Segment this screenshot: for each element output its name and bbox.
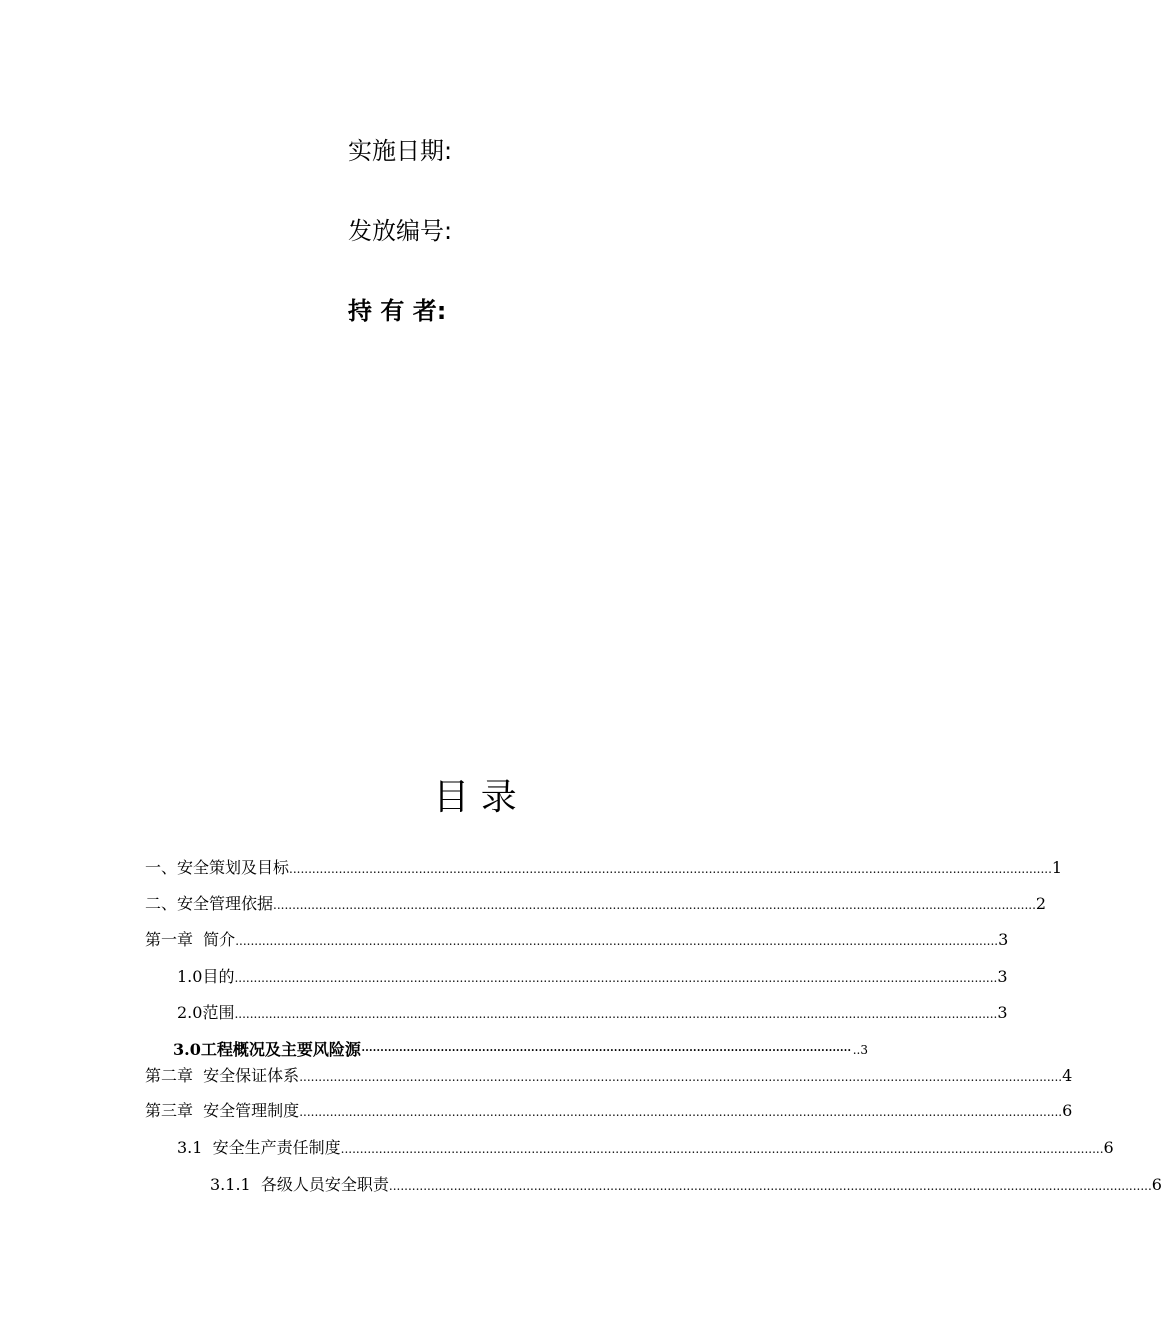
toc-entry[interactable] <box>145 1066 1073 1086</box>
toc-page-number: 3 <box>998 930 1009 949</box>
toc-title: 目 录 <box>433 777 517 818</box>
toc-leader-dots: ........................................................................................................................................................................................................ <box>234 1007 998 1021</box>
toc-page-number: 4 <box>1062 1066 1073 1085</box>
toc-entry-text: 一、安全策划及目标 <box>145 858 290 877</box>
toc-page-number-value: 3 <box>860 1043 868 1057</box>
toc-leader-dots: ........................................................................................................................................................................................................ <box>235 934 999 948</box>
toc-page-number: ..3 <box>852 1043 868 1057</box>
implementation-date-label: 实施日期: <box>348 137 453 165</box>
toc-leader-dots: ........................................................................................................................................................................................................ <box>299 1105 1063 1119</box>
toc-leader-dots: ........................................................................................................................................................................................................ <box>273 898 1036 912</box>
toc-page-number: 3 <box>997 1003 1008 1022</box>
toc-entry[interactable] <box>210 1175 1162 1195</box>
holder-label: 持 有 者: <box>348 297 447 325</box>
toc-leader-dots: ........................................................................................................................................................................................................ <box>234 971 998 985</box>
toc-entry-text: 2.0范围 <box>177 1003 235 1022</box>
toc-entry-text: 第一章 简介 <box>145 930 236 949</box>
toc-entry[interactable] <box>145 858 1063 878</box>
issue-number-label: 发放编号: <box>348 217 453 245</box>
toc-leader-dots: ........................................................................................................................................................................................................ <box>299 1070 1063 1084</box>
toc-entry[interactable] <box>145 1101 1073 1121</box>
toc-page-number: 3 <box>997 967 1008 986</box>
toc-entry[interactable] <box>177 1003 1008 1023</box>
toc-entry-text: 二、安全管理依据 <box>145 894 274 913</box>
toc-entry-text: 3.0工程概况及主要风险源 <box>173 1040 361 1059</box>
toc-entry[interactable] <box>173 1040 868 1060</box>
toc-entry-text: 第三章 安全管理制度 <box>145 1101 300 1120</box>
toc-entry[interactable] <box>145 930 1009 950</box>
toc-page-number: 6 <box>1103 1138 1114 1157</box>
toc-page-number: 6 <box>1151 1175 1162 1194</box>
toc-page-number: 2 <box>1035 894 1047 913</box>
toc-leader-dots: ........................................................................................................................................................................................................ <box>340 1142 1104 1156</box>
toc-entry[interactable] <box>177 967 1008 987</box>
toc-entry-text: 1.0目的 <box>177 967 235 986</box>
toc-entry-text: 3.1.1 各级人员安全职责 <box>210 1175 389 1194</box>
toc-leader-dots: ........................................................................................................................................................................................................ <box>289 862 1052 876</box>
toc-page-number: 1 <box>1051 858 1063 877</box>
toc-leader-dots: ·································································································································· <box>360 1041 851 1059</box>
toc-entry[interactable] <box>145 894 1047 914</box>
toc-leader-dots: ........................................................................................................................................................................................................ <box>388 1179 1152 1193</box>
toc-entry[interactable] <box>177 1138 1114 1158</box>
toc-page-number: 6 <box>1062 1101 1073 1120</box>
toc-entry-text: 3.1 安全生产责任制度 <box>177 1138 341 1157</box>
toc-entry-text: 第二章 安全保证体系 <box>145 1066 300 1085</box>
